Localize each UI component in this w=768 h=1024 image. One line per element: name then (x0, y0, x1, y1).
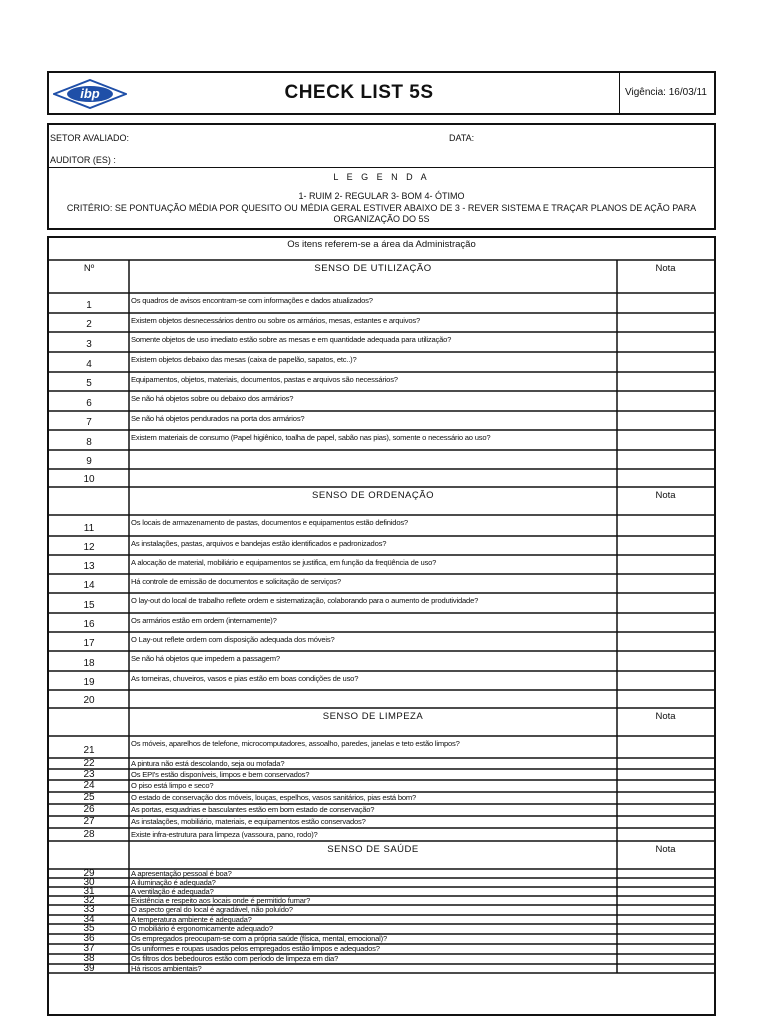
checklist-table (47, 236, 716, 1016)
item-question: A apresentação pessoal é boa? (131, 869, 232, 878)
item-number: 37 (83, 944, 95, 954)
item-number: 21 (83, 745, 95, 756)
column-header-nota: Nota (655, 490, 676, 501)
info-divider (49, 167, 714, 168)
item-question: Existe infra-estrutura para limpeza (vassoura, pano, rodo)? (131, 830, 318, 839)
item-question: Se não há objetos sobre ou debaixo dos armários? (131, 394, 294, 403)
item-number: 35 (83, 924, 95, 934)
item-number: 13 (83, 561, 95, 572)
item-number: 18 (83, 658, 95, 669)
legenda-scale: 1- RUIM 2- REGULAR 3- BOM 4- ÓTIMO (298, 191, 465, 201)
item-number: 38 (83, 954, 95, 964)
item-question: O aspecto geral do local é agradável, não poluído? (131, 905, 293, 914)
item-question (131, 452, 615, 463)
item-question: A iluminação é adequada? (131, 878, 216, 887)
column-header-nota: Nota (655, 263, 676, 274)
item-number: 1 (86, 300, 92, 311)
item-question: O estado de conservação dos móveis, louças, espelhos, vasos sanitários, pias está bom? (131, 793, 417, 802)
item-number: 15 (83, 600, 95, 611)
item-number: 36 (83, 934, 95, 944)
item-question: Os filtros dos bebedouros estão com período de limpeza em dia? (131, 954, 339, 963)
item-number: 20 (83, 695, 95, 706)
item-question: Existem objetos desnecessários dentro ou sobre os armários, mesas, estantes e arquivos? (131, 316, 421, 325)
item-question: As torneiras, chuveiros, vasos e pias estão em boas condições de uso? (131, 674, 359, 683)
item-question: Existência e respeito aos locais onde é permitido fumar? (131, 896, 311, 905)
item-question: Os armários estão em ordem (internamente)? (131, 616, 277, 625)
item-question: O Lay-out reflete ordem com disposição adequada dos móveis? (131, 635, 335, 644)
item-question: Somente objetos de uso imediato estão sobre as mesas e em quantidade adequada para utilização? (131, 335, 452, 344)
item-question: Se não há objetos pendurados na porta dos armários? (131, 414, 305, 423)
item-question: Os móveis, aparelhos de telefone, microcomputadores, assoalho, paredes, janelas e teto estão limpos? (131, 739, 460, 748)
column-header-nota: Nota (655, 711, 676, 722)
item-number: 11 (83, 523, 95, 534)
item-number: 6 (86, 398, 92, 409)
item-number: 7 (86, 417, 92, 428)
item-number: 31 (83, 887, 95, 896)
section-title: SENSO DE UTILIZAÇÃO (314, 263, 432, 274)
setor-avaliado-label: SETOR AVALIADO: (50, 133, 130, 143)
item-number: 29 (83, 869, 95, 878)
logo-text: ibp (80, 86, 100, 101)
item-number: 24 (83, 780, 95, 791)
section-title: SENSO DE ORDENAÇÃO (312, 490, 434, 501)
item-question: Os quadros de avisos encontram-se com informações e dados atualizados? (131, 296, 373, 305)
item-question: As portas, esquadrias e basculantes estão em bom estado de conservação? (131, 805, 375, 814)
item-question: O lay-out do local de trabalho reflete ordem e sistematização, colaborando para o aumento de produtividade? (131, 596, 479, 605)
item-number: 25 (83, 792, 95, 803)
item-question: A ventilação é adequada? (131, 887, 214, 896)
item-number: 26 (83, 804, 95, 815)
item-number: 9 (86, 456, 92, 467)
auditor-label: AUDITOR (ES) : (50, 155, 116, 165)
vigencia-date: Vigência: 16/03/11 (625, 87, 707, 98)
item-question: A alocação de material, mobiliário e equipamentos se justifica, em função da freqüência de uso? (131, 558, 437, 567)
item-question: Os EPI's estão disponíveis, limpos e bem conservados? (131, 770, 310, 779)
page-title: CHECK LIST 5S (284, 82, 434, 103)
item-question: Os locais de armazenamento de pastas, documentos e equipamentos estão definidos? (131, 518, 408, 527)
info-box (47, 123, 716, 230)
item-question: A pintura não está descolando, seja ou mofada? (131, 759, 285, 768)
item-number: 30 (83, 878, 95, 887)
vigencia-divider (619, 73, 620, 113)
item-question: Existem materiais de consumo (Papel higiênico, toalha de papel, sabão nas pias), somente o necessário ao uso? (131, 433, 491, 442)
item-number: 16 (83, 619, 95, 630)
item-number: 19 (83, 677, 95, 688)
item-question: Os empregados preocupam-se com a própria saúde (física, mental, emocional)? (131, 934, 387, 943)
scope-note: Os itens referem-se a área da Administração (287, 239, 476, 250)
column-header-nota: Nota (655, 844, 676, 855)
item-number: 28 (83, 829, 95, 840)
item-question: Há riscos ambientais? (131, 964, 202, 973)
item-question: Se não há objetos que impedem a passagem? (131, 654, 280, 663)
item-number: 33 (83, 905, 95, 915)
legenda-title: L E G E N D A (333, 172, 430, 182)
item-question (131, 471, 615, 482)
item-question: O piso está limpo e seco? (131, 781, 214, 790)
item-number: 32 (83, 896, 95, 905)
item-number: 3 (86, 339, 92, 350)
item-number: 34 (83, 915, 95, 924)
item-question: Existem objetos debaixo das mesas (caixa de papelão, sapatos, etc..)? (131, 355, 357, 364)
ibp-logo (53, 79, 127, 109)
item-question: A temperatura ambiente é adequada? (131, 915, 252, 924)
data-label: DATA: (449, 133, 475, 143)
item-question: Os uniformes e roupas usados pelos empregados estão limpos e adequados? (131, 944, 380, 953)
legenda-criterio: CRITÉRIO: SE PONTUAÇÃO MÉDIA POR QUESITO OU MÉDIA GERAL ESTIVER ABAIXO DE 3 - REVER SISTEMA E TRAÇAR PLANOS DE AÇÃO PARA ORGANIZAÇÃO DO 5S (66, 203, 697, 224)
item-question: Equipamentos, objetos, materiais, documentos, pastas e arquivos são necessários? (131, 375, 398, 384)
item-question: As instalações, mobiliário, materiais, e equipamentos estão conservados? (131, 817, 366, 826)
item-number: 27 (83, 816, 95, 827)
item-number: 8 (86, 437, 92, 448)
section-title: SENSO DE SAÚDE (327, 844, 419, 855)
item-question: O mobiliário é ergonomicamente adequado? (131, 924, 273, 933)
item-number: 4 (86, 359, 92, 370)
item-number: 2 (86, 319, 92, 330)
item-number: 23 (83, 769, 95, 780)
column-header-number: Nº (83, 263, 95, 274)
item-number: 10 (83, 474, 95, 485)
item-number: 39 (83, 964, 95, 973)
item-number: 12 (83, 542, 95, 553)
item-question (131, 692, 615, 703)
item-number: 22 (83, 758, 95, 769)
item-question: Há controle de emissão de documentos e solicitação de serviços? (131, 577, 341, 586)
item-question: As instalações, pastas, arquivos e bandejas estão identificados e padronizados? (131, 539, 387, 548)
item-number: 14 (83, 580, 95, 591)
section-title: SENSO DE LIMPEZA (322, 711, 424, 722)
header-box (47, 71, 716, 115)
item-number: 17 (83, 638, 95, 649)
item-number: 5 (86, 378, 92, 389)
